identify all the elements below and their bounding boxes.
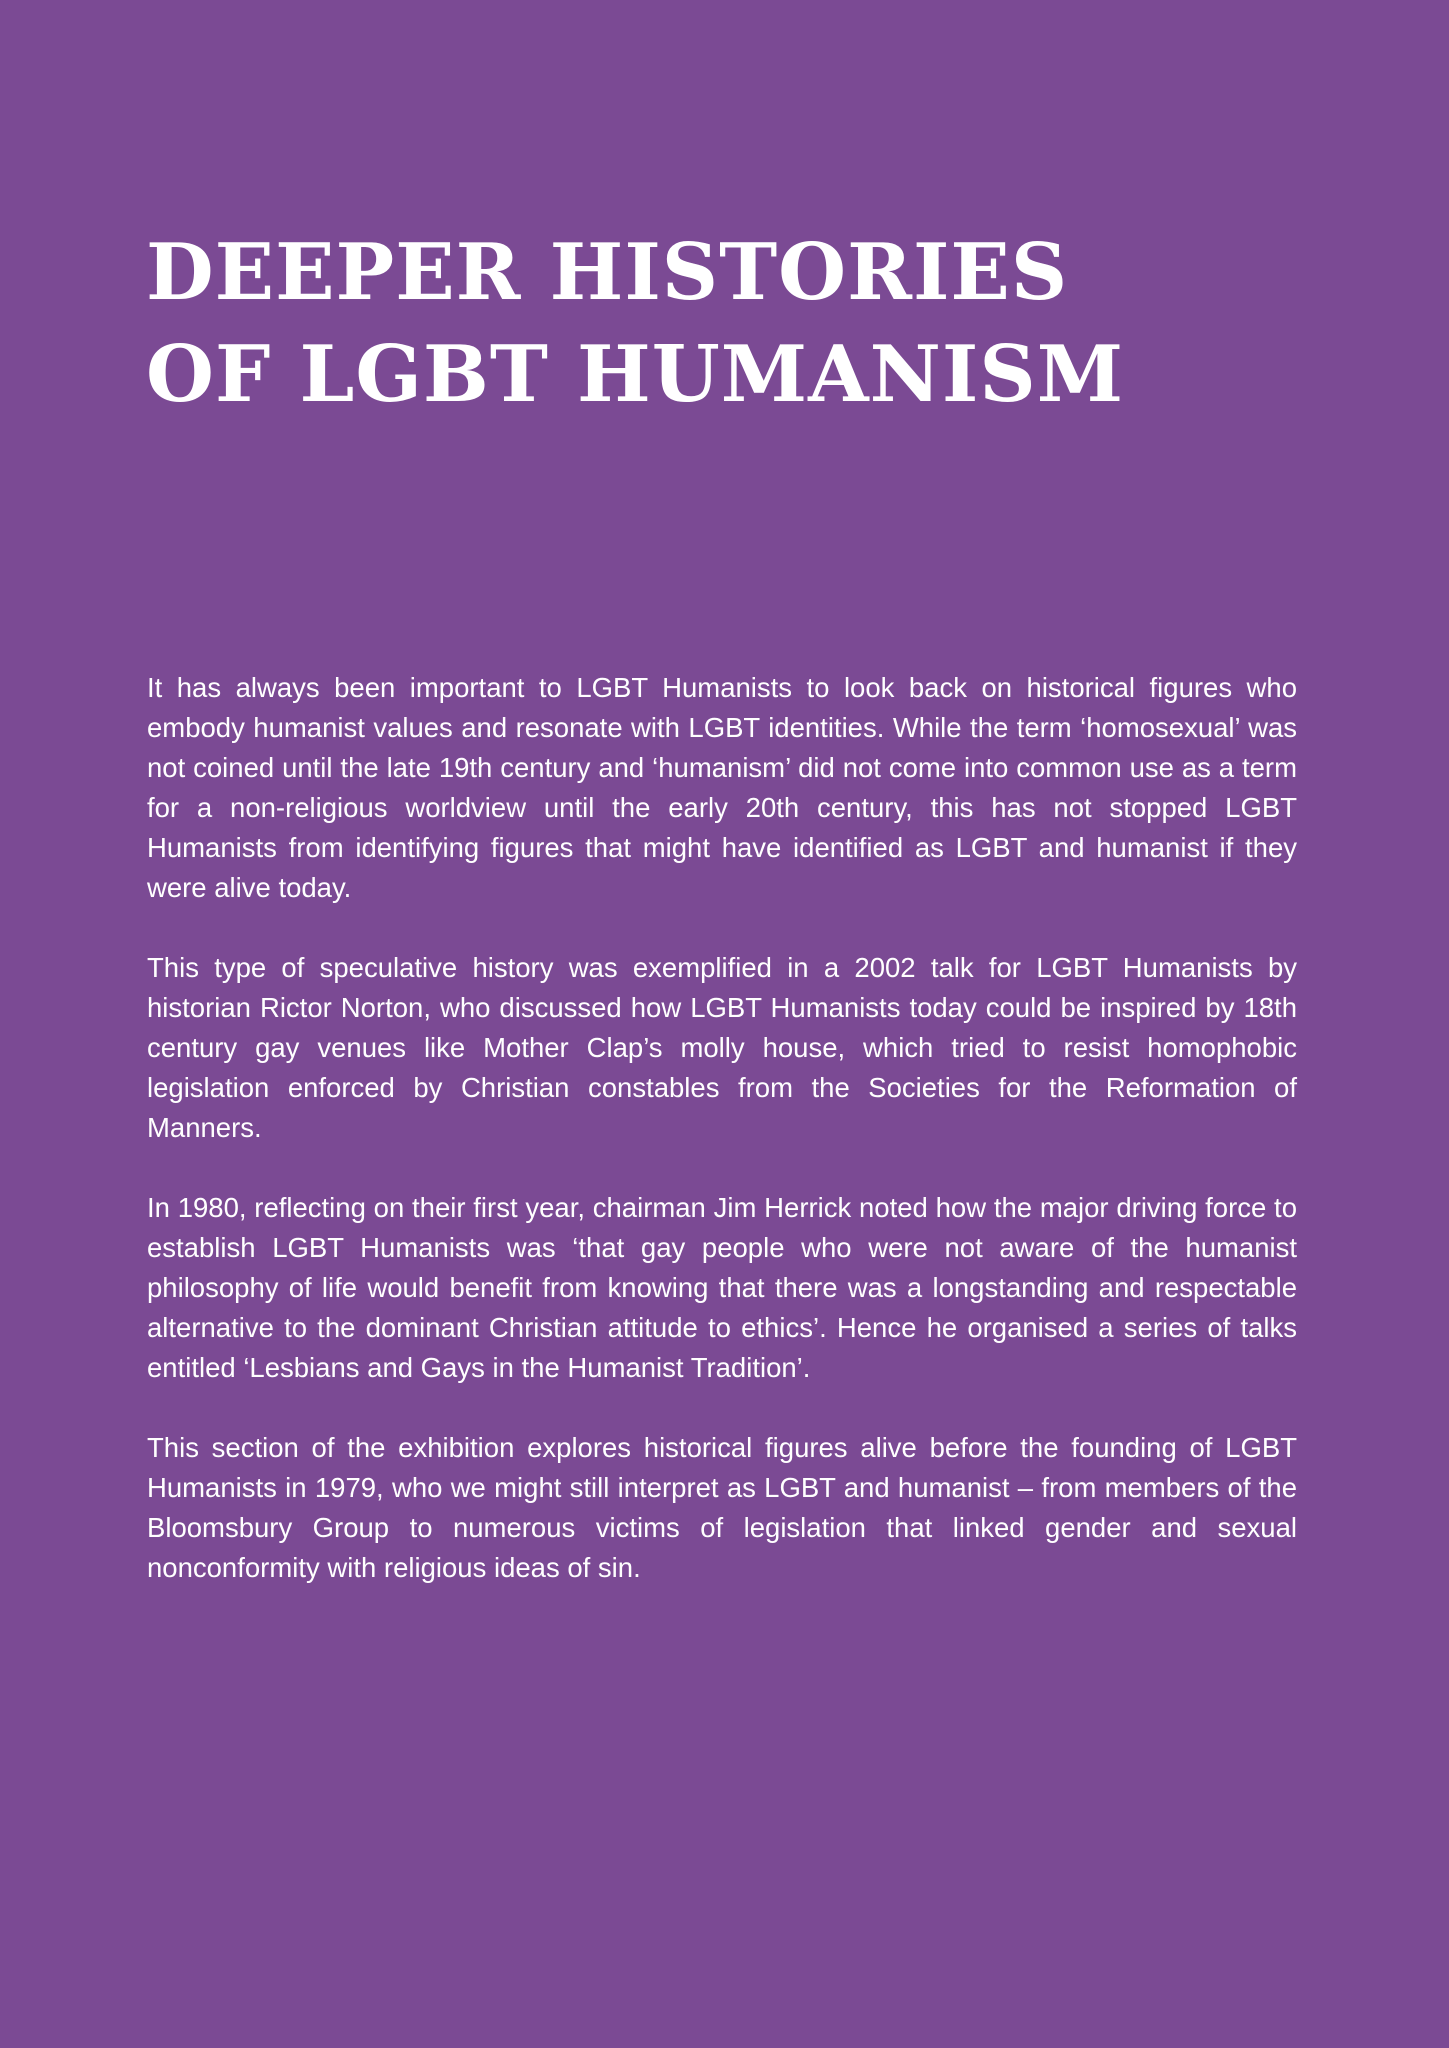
page-title (146, 222, 1124, 426)
title-line-2: OF LGBT HUMANISM (146, 329, 1125, 420)
paragraph-speculative-history: This type of speculative history was exemplified in a 2002 talk for LGBT Humanists by historian Rictor Norton, who discussed how LGBT Humanists today could be inspired by 18th century gay venues like Mother Clap’s molly house, which tried to resist homophobic legislation enforced by Christian constables from the Societies for the Reformation of Manners. (147, 952, 1297, 1143)
body-text (147, 668, 1297, 1628)
paragraph-exhibition-section: This section of the exhibition explores historical figures alive before the founding of LGBT Humanists in 1979, who we might still interpret as LGBT and humanist – from members of the Bloomsbury Group to numerous victims of legislation that linked gender and sexual nonconformity with religious ideas of sin. (147, 1432, 1297, 1583)
paragraph-1980: In 1980, reflecting on their first year, chairman Jim Herrick noted how the major driving force to establish LGBT Humanists was ‘that gay people who were not aware of the humanist philosophy of life would benefit from knowing that there was a longstanding and respectable alternative to the dominant Christian attitude to ethics’. Hence he organised a series of talks entitled ‘Lesbians and Gays in the Humanist Tradition’. (147, 1192, 1297, 1383)
title-line-1: DEEPER HISTORIES (146, 227, 1069, 318)
paragraph-intro: It has always been important to LGBT Humanists to look back on historical figures who embody humanist values and resonate with LGBT identities. While the term ‘homosexual’ was not coined until the late 19th century and ‘humanism’ did not come into common use as a term for a non-religious worldview until the early 20th century, this has not stopped LGBT Humanists from identifying figures that might have identified as LGBT and humanist if they were alive today. (147, 672, 1297, 903)
